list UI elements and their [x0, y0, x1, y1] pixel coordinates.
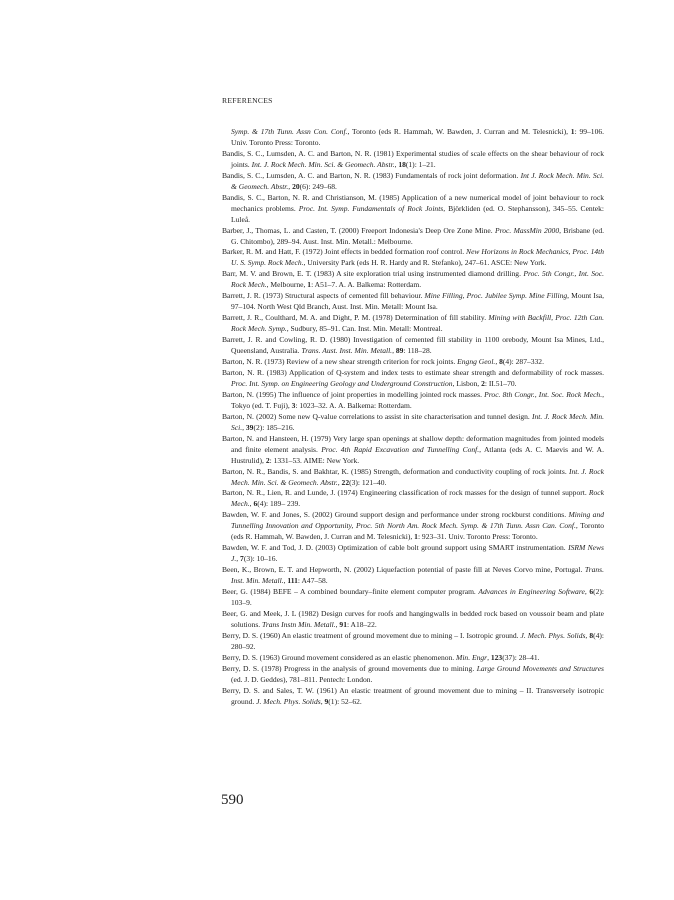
reference-volume: 8: [499, 357, 503, 367]
reference-source: Trans. Inst. Min. Metall.: [231, 565, 604, 586]
reference-text: Barber, J., Thomas, L. and Casten, T. (2000) Freeport Indonesia's Deep Ore Zone Mine.: [222, 225, 495, 235]
reference-entry: [222, 171, 604, 193]
page-number: 590: [221, 792, 244, 808]
reference-text: ,: [337, 477, 342, 487]
reference-source: Proc. Int. Symp. Fundamentals of Rock Joints: [298, 203, 444, 213]
reference-volume: 9: [324, 696, 329, 706]
reference-text: Bandis, S. C., Barton, N. R. and Christianson, M. (1985) Application of a new numerical model of joint behaviour to rock mechanics problems.: [222, 192, 604, 213]
reference-entry: [222, 368, 604, 390]
reference-entry: [222, 434, 604, 467]
reference-entry: [222, 543, 604, 565]
reference-text: (37): 28–41.: [502, 652, 540, 662]
reference-entry: [222, 686, 604, 708]
reference-entry: [222, 127, 604, 149]
reference-source: Int. J. Rock Mech. Min. Sci. & Geomech. Abstr.: [251, 159, 395, 169]
reference-text: ,: [288, 181, 293, 191]
reference-source: J. Mech. Phys. Solids: [520, 630, 586, 640]
reference-source: Proc. Int. Symp. on Engineering Geology and Underground Construction: [231, 378, 453, 388]
reference-volume: 3: [291, 400, 296, 410]
reference-entry: [222, 313, 604, 335]
reference-volume: 8: [589, 630, 594, 640]
reference-text: : A18–22.: [346, 619, 377, 629]
reference-source: Trans Instn Min. Metall.: [262, 619, 336, 629]
reference-volume: 20: [292, 181, 300, 191]
reference-text: (2): 185–216.: [253, 422, 295, 432]
reference-text: (ed. J. D. Geddes), 781–811. Pentech: London.: [231, 674, 373, 684]
reference-text: (4): 189– 239.: [257, 499, 301, 509]
reference-text: Bawden, W. F. and Jones, S. (2002) Ground support design and performance under strong rockburst conditions.: [222, 510, 569, 520]
reference-volume: 91: [339, 619, 347, 629]
reference-entry: [222, 149, 604, 171]
reference-source: Proc. 5th Congr., Int. Soc. Rock Mech.: [231, 269, 604, 290]
reference-text: , Björkliden (ed. O. Stephansson), 345–55. Centek: Luleå.: [231, 203, 605, 224]
reference-volume: 1: [414, 532, 418, 542]
reference-text: ,: [335, 619, 340, 629]
reference-text: , University Park (eds H. R. Hardy and R. Stefanko), 247–61. ASCE: New York.: [303, 258, 547, 268]
reference-text: Bandis, S. C., Lumsden, A. C. and Barton, N. R. (1981) Experimental studies of scale effects on the shear behaviour of rock joints.: [222, 148, 604, 169]
reference-text: , Atlanta (eds A. C. Maevis and W. A. Hustrulid),: [231, 444, 604, 465]
reference-text: (4): 287–332.: [502, 357, 544, 367]
reference-text: Barton, N. R. (1973) Review of a new shear strength criterion for rock joints.: [222, 357, 458, 367]
reference-source: Proc. MassMin 2000: [494, 225, 560, 235]
reference-entry: [222, 412, 604, 434]
reference-volume: 1: [307, 280, 312, 290]
reference-source: Trans. Aust. Inst. Min. Metall.: [301, 346, 393, 356]
reference-entry: [222, 565, 604, 587]
reference-entry: [222, 390, 604, 412]
reference-text: , Brisbane (ed. G. Chitombo), 289–94. Aust. Inst. Min. Metall.: Melbourne.: [231, 225, 604, 246]
reference-source: Mining with Backfill, Proc. 12th Can. Rock Mech. Symp.: [231, 313, 604, 334]
reference-entry: [222, 510, 604, 543]
reference-text: Berry, D. S. (1978) Progress in the analysis of ground movements due to mining.: [222, 663, 477, 673]
reference-source: ISRM News J.: [231, 543, 604, 564]
reference-text: ,: [249, 499, 254, 509]
reference-text: ,: [392, 346, 396, 356]
reference-volume: 1: [570, 127, 575, 136]
reference-source: New Horizons in Rock Mechanics, Proc. 14th U. S. Symp. Rock Mech.: [231, 247, 604, 268]
reference-entry: [222, 664, 604, 686]
reference-entry: [222, 653, 604, 664]
reference-text: Barton, N. (2002) Some new Q-value correlations to assist in site characterisation and tunnel design.: [222, 411, 532, 421]
reference-text: : 118–28.: [403, 346, 432, 356]
reference-source: Advances in Engineering Software: [478, 587, 585, 597]
reference-text: : II.51–70.: [484, 378, 517, 388]
reference-text: Bawden, W. F. and Tod, J. D. (2003) Optimization of cable bolt ground support using SMART instrumentation.: [222, 543, 569, 553]
reference-source: Rock Mech.: [231, 488, 604, 509]
reference-entry: [222, 467, 604, 489]
reference-text: (6): 249–68.: [299, 181, 337, 191]
reference-text: Barker, R. M. and Hatt, F. (1972) Joint effects in bedded formation roof control.: [222, 247, 467, 257]
reference-text: Barrett, J. R., Coulthard, M. A. and Dight, P. M. (1978) Determination of fill stability.: [222, 313, 489, 323]
reference-list: [222, 127, 604, 708]
reference-text: , Mount Isa, 97–104. North West Qld Branch, Aust. Inst. Min. Metall: Mount Isa.: [231, 291, 604, 312]
reference-text: ,: [584, 587, 590, 597]
reference-text: Barr, M. V. and Brown, E. T. (1983) A site exploration trial using instrumented diamond drilling.: [222, 269, 524, 279]
reference-text: : A51–7. A. A. Balkema: Rotterdam.: [311, 280, 422, 290]
reference-text: Bandis, S. C., Lumsden, A. C. and Barton, N. R. (1983) Fundamentals of rock joint deformation.: [222, 170, 521, 180]
reference-text: , Tokyo (ed. T. Fuji),: [231, 389, 604, 410]
reference-text: (3): 121–40.: [349, 477, 387, 487]
reference-entry: [222, 631, 604, 653]
reference-entry: [222, 226, 604, 248]
reference-volume: 39: [245, 422, 254, 432]
reference-text: : A47–58.: [297, 576, 328, 586]
reference-text: ,: [495, 357, 500, 367]
running-head: REFERENCES: [222, 96, 273, 105]
reference-text: (3): 10–16.: [243, 554, 278, 564]
reference-entry: [222, 291, 604, 313]
reference-entry: [222, 269, 604, 291]
reference-entry: [222, 587, 604, 609]
reference-source: Min. Engr: [456, 652, 488, 662]
reference-text: , Lisbon,: [452, 378, 482, 388]
reference-volume: 2: [481, 378, 485, 388]
reference-volume: 7: [240, 554, 244, 564]
reference-volume: 6: [589, 587, 594, 597]
reference-source: Proc. 8th Congr., Int. Soc. Rock Mech.: [484, 389, 603, 399]
reference-entry: [222, 193, 604, 226]
reference-text: Been, K., Brown, E. T. and Hepworth, N. (2002) Liquefaction potential of paste fill at Neves Corvo mine, Portugal.: [222, 565, 585, 575]
reference-text: , Toronto (eds R. Hammah, W. Bawden, J. Curran and M. Telesnicki),: [231, 521, 604, 542]
reference-volume: 2: [265, 455, 270, 465]
reference-volume: 89: [395, 346, 404, 356]
reference-volume: 111: [287, 576, 298, 586]
reference-text: (4): 280–92.: [231, 630, 604, 651]
reference-volume: 22: [341, 477, 350, 487]
reference-text: : 99–106. Univ. Toronto Press: Toronto.: [231, 127, 604, 147]
reference-text: Barrett, J. R. and Cowling, R. D. (1980) Investigation of cemented fill stability in 1100 orebody, Mount Isa Mines, Ltd., Queensland, Australia.: [222, 335, 604, 356]
reference-source: J. Mech. Phys. Solids: [256, 696, 321, 706]
reference-source: Proc. 4th Rapid Excavation and Tunnelling Conf.: [321, 444, 480, 454]
reference-entry: [222, 488, 604, 510]
reference-text: Barton, N. (1995) The influence of joint properties in modelling jointed rock masses.: [222, 389, 485, 399]
reference-text: Beer, G. (1984) BEFE – A combined boundary–finite element computer program.: [222, 587, 479, 597]
reference-text: Barton, N. and Hansteen, H. (1979) Very large span openings at shallow depth: deformation magnitudes from jointed models and finite element analysis.: [222, 433, 604, 454]
reference-source: Int. J. Rock Mech. Min. Sci.: [231, 411, 605, 432]
reference-entry: [222, 357, 604, 368]
reference-source: Large Ground Movements and Structures: [476, 663, 604, 673]
reference-source: Symp. & 17th Tunn. Assn Con. Conf.: [231, 127, 348, 136]
reference-text: Berry, D. S. (1963) Ground movement considered as an elastic phenomenon.: [222, 652, 457, 662]
reference-volume: 6: [253, 499, 258, 509]
reference-entry: [222, 247, 604, 269]
reference-source: Engng Geol.: [457, 357, 496, 367]
reference-text: , Sudbury, 85–91. Can. Inst. Min. Metall: Montreal.: [286, 324, 443, 334]
reference-source: Mine Filling, Proc. Jubilee Symp. Mine Filling: [424, 291, 568, 301]
reference-text: Beer, G. and Meek, J. L (1982) Design curves for roofs and hangingwalls in bedded rock based on voussoir beam and plate solutions.: [222, 608, 604, 629]
reference-text: : 1331–53. AIME: New York.: [269, 455, 360, 465]
reference-text: ,: [320, 696, 325, 706]
reference-text: (1): 1–21.: [405, 159, 436, 169]
reference-text: : 1023–32. A. A. Balkema: Rotterdam.: [295, 400, 412, 410]
reference-text: Berry, D. S. (1960) An elastic treatment of ground movement due to mining – I. Isotropic ground.: [222, 630, 521, 640]
reference-text: (1): 52–62.: [328, 696, 362, 706]
reference-text: Barton, N. R., Lien, R. and Lunde, J. (1974) Engineering classification of rock masses for the design of tunnel support.: [222, 488, 589, 498]
reference-text: ,: [585, 630, 590, 640]
reference-text: ,: [242, 422, 246, 432]
reference-entry: [222, 335, 604, 357]
reference-volume: 123: [490, 652, 503, 662]
reference-text: ,: [487, 652, 491, 662]
reference-text: , Melbourne,: [266, 280, 308, 290]
reference-source: Int J. Rock Mech. Min. Sci. & Geomech. Abstr.: [231, 170, 604, 191]
reference-text: , Toronto (eds R. Hammah, W. Bawden, J. Curran and M. Telesnicki),: [347, 127, 571, 136]
reference-text: : 923–31. Univ. Toronto Press: Toronto.: [417, 532, 538, 542]
reference-source: Mining and Tunnelling Innovation and Opportunity, Proc. 5th North Am. Rock Mech. Symp. & 17th Tunn. Assn Can. Conf.: [231, 510, 604, 531]
reference-volume: 18: [398, 159, 406, 169]
reference-text: Barrett, J. R. (1973) Structural aspects of cemented fill behaviour.: [222, 291, 425, 301]
reference-text: Barton, N. R., Bandis, S. and Bakhtar, K. (1985) Strength, deformation and conductivity coupling of rock joints.: [222, 466, 569, 476]
reference-text: ,: [283, 576, 288, 586]
reference-entry: [222, 609, 604, 631]
reference-text: ,: [236, 554, 241, 564]
reference-text: ,: [394, 159, 399, 169]
reference-text: (2): 103–9.: [231, 587, 605, 607]
reference-text: Berry, D. S. and Sales, T. W. (1961) An elastic treatment of ground movement due to mining – II. Transversely isotropic ground.: [222, 685, 604, 706]
reference-source: Int. J. Rock Mech. Min. Sci. & Geomech. Abstr.: [231, 466, 604, 487]
reference-text: Barton, N. R. (1983) Application of Q-system and index tests to estimate shear strength and deformability of rock masses.: [222, 367, 604, 377]
